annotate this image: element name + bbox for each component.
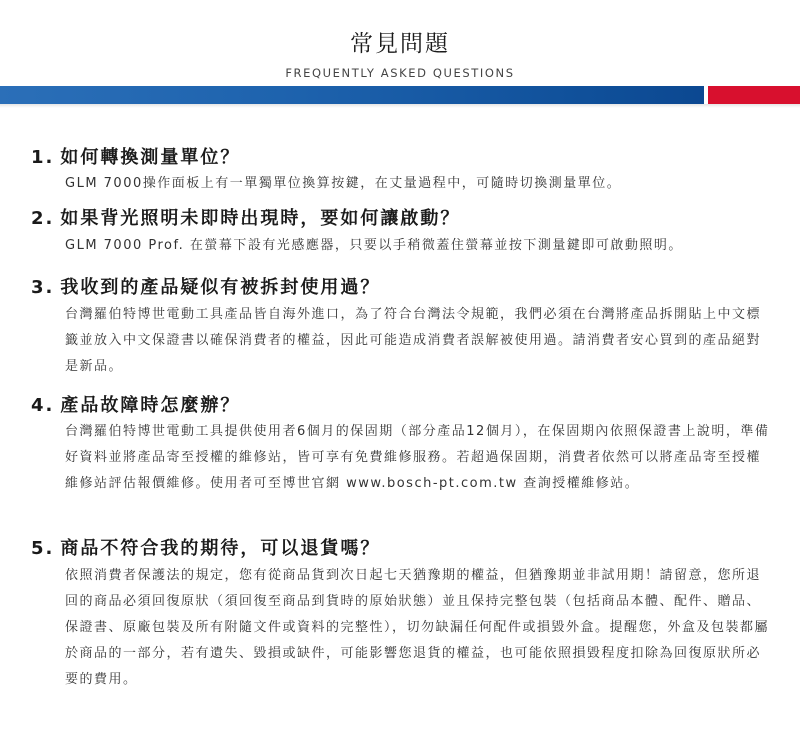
- faq-answer-1: GLM 7000操作面板上有一單獨單位換算按鍵，在丈量過程中，可隨時切換測量單位。: [65, 176, 622, 191]
- faq-number: 1.: [31, 147, 55, 168]
- faq-question-3: [31, 276, 380, 300]
- faq-number: 3.: [31, 277, 55, 298]
- faq-question-5: [31, 537, 380, 561]
- faq-question-text: 商品不符合我的期待，可以退貨嗎？: [60, 538, 381, 559]
- faq-answer-2: GLM 7000 Prof. 在螢幕下設有光感應器，只要以手稍微蓋住螢幕並按下測量鍵即可啟動照明。: [65, 238, 683, 253]
- page-title: 常見問題: [350, 31, 450, 57]
- faq-question-4: [31, 394, 240, 418]
- brand-stripe-shadow: [0, 104, 800, 108]
- faq-question-text: 產品故障時怎麼辦？: [60, 395, 241, 416]
- faq-question-2: [31, 207, 460, 231]
- faq-question-text: 如何轉換測量單位？: [60, 147, 241, 168]
- faq-number: 4.: [31, 395, 55, 416]
- page-header: [0, 0, 800, 108]
- faq-number: 5.: [31, 538, 55, 559]
- faq-question-1: [31, 146, 240, 170]
- faq-answer-4: 台灣羅伯特博世電動工具提供使用者6個月的保固期（部分產品12個月），在保固期內依照保證書上說明，準備好資料並將產品寄至授權的維修站，皆可享有免費維修服務。若超過保固期，消費者依然可以將產品寄至授權維修站評估報價維修。使用者可至博世官網 www.bosch-pt.com.tw 查詢授權維修站。: [65, 424, 770, 491]
- faq-answer-5: 依照消費者保護法的規定，您有從商品貨到次日起七天猶豫期的權益，但猶豫期並非試用期！請留意，您所退回的商品必須回復原狀（須回復至商品到貨時的原始狀態）並且保持完整包裝（包括商品本體、配件、贈品、保證書、原廠包裝及所有附隨文件或資料的完整性），切勿缺漏任何配件或損毀外盒。提醒您，外盒及包裝都屬於商品的一部分，若有遺失、毀損或缺件，可能影響您退貨的權益，也可能依照損毀程度扣除為回復原狀所必要的費用。: [65, 568, 770, 687]
- brand-stripe: [0, 86, 800, 104]
- page-subtitle: FREQUENTLY ASKED QUESTIONS: [285, 66, 515, 80]
- faq-question-text: 我收到的產品疑似有被拆封使用過？: [60, 277, 381, 298]
- faq-question-text: 如果背光照明未即時出現時，要如何讓啟動？: [60, 208, 461, 229]
- faq-answer-3: 台灣羅伯特博世電動工具產品皆自海外進口，為了符合台灣法令規範，我們必須在台灣將產品拆開貼上中文標籤並放入中文保證書以確保消費者的權益，因此可能造成消費者誤解被使用過。請消費者安心買到的產品絕對是新品。: [65, 307, 762, 374]
- faq-number: 2.: [31, 208, 55, 229]
